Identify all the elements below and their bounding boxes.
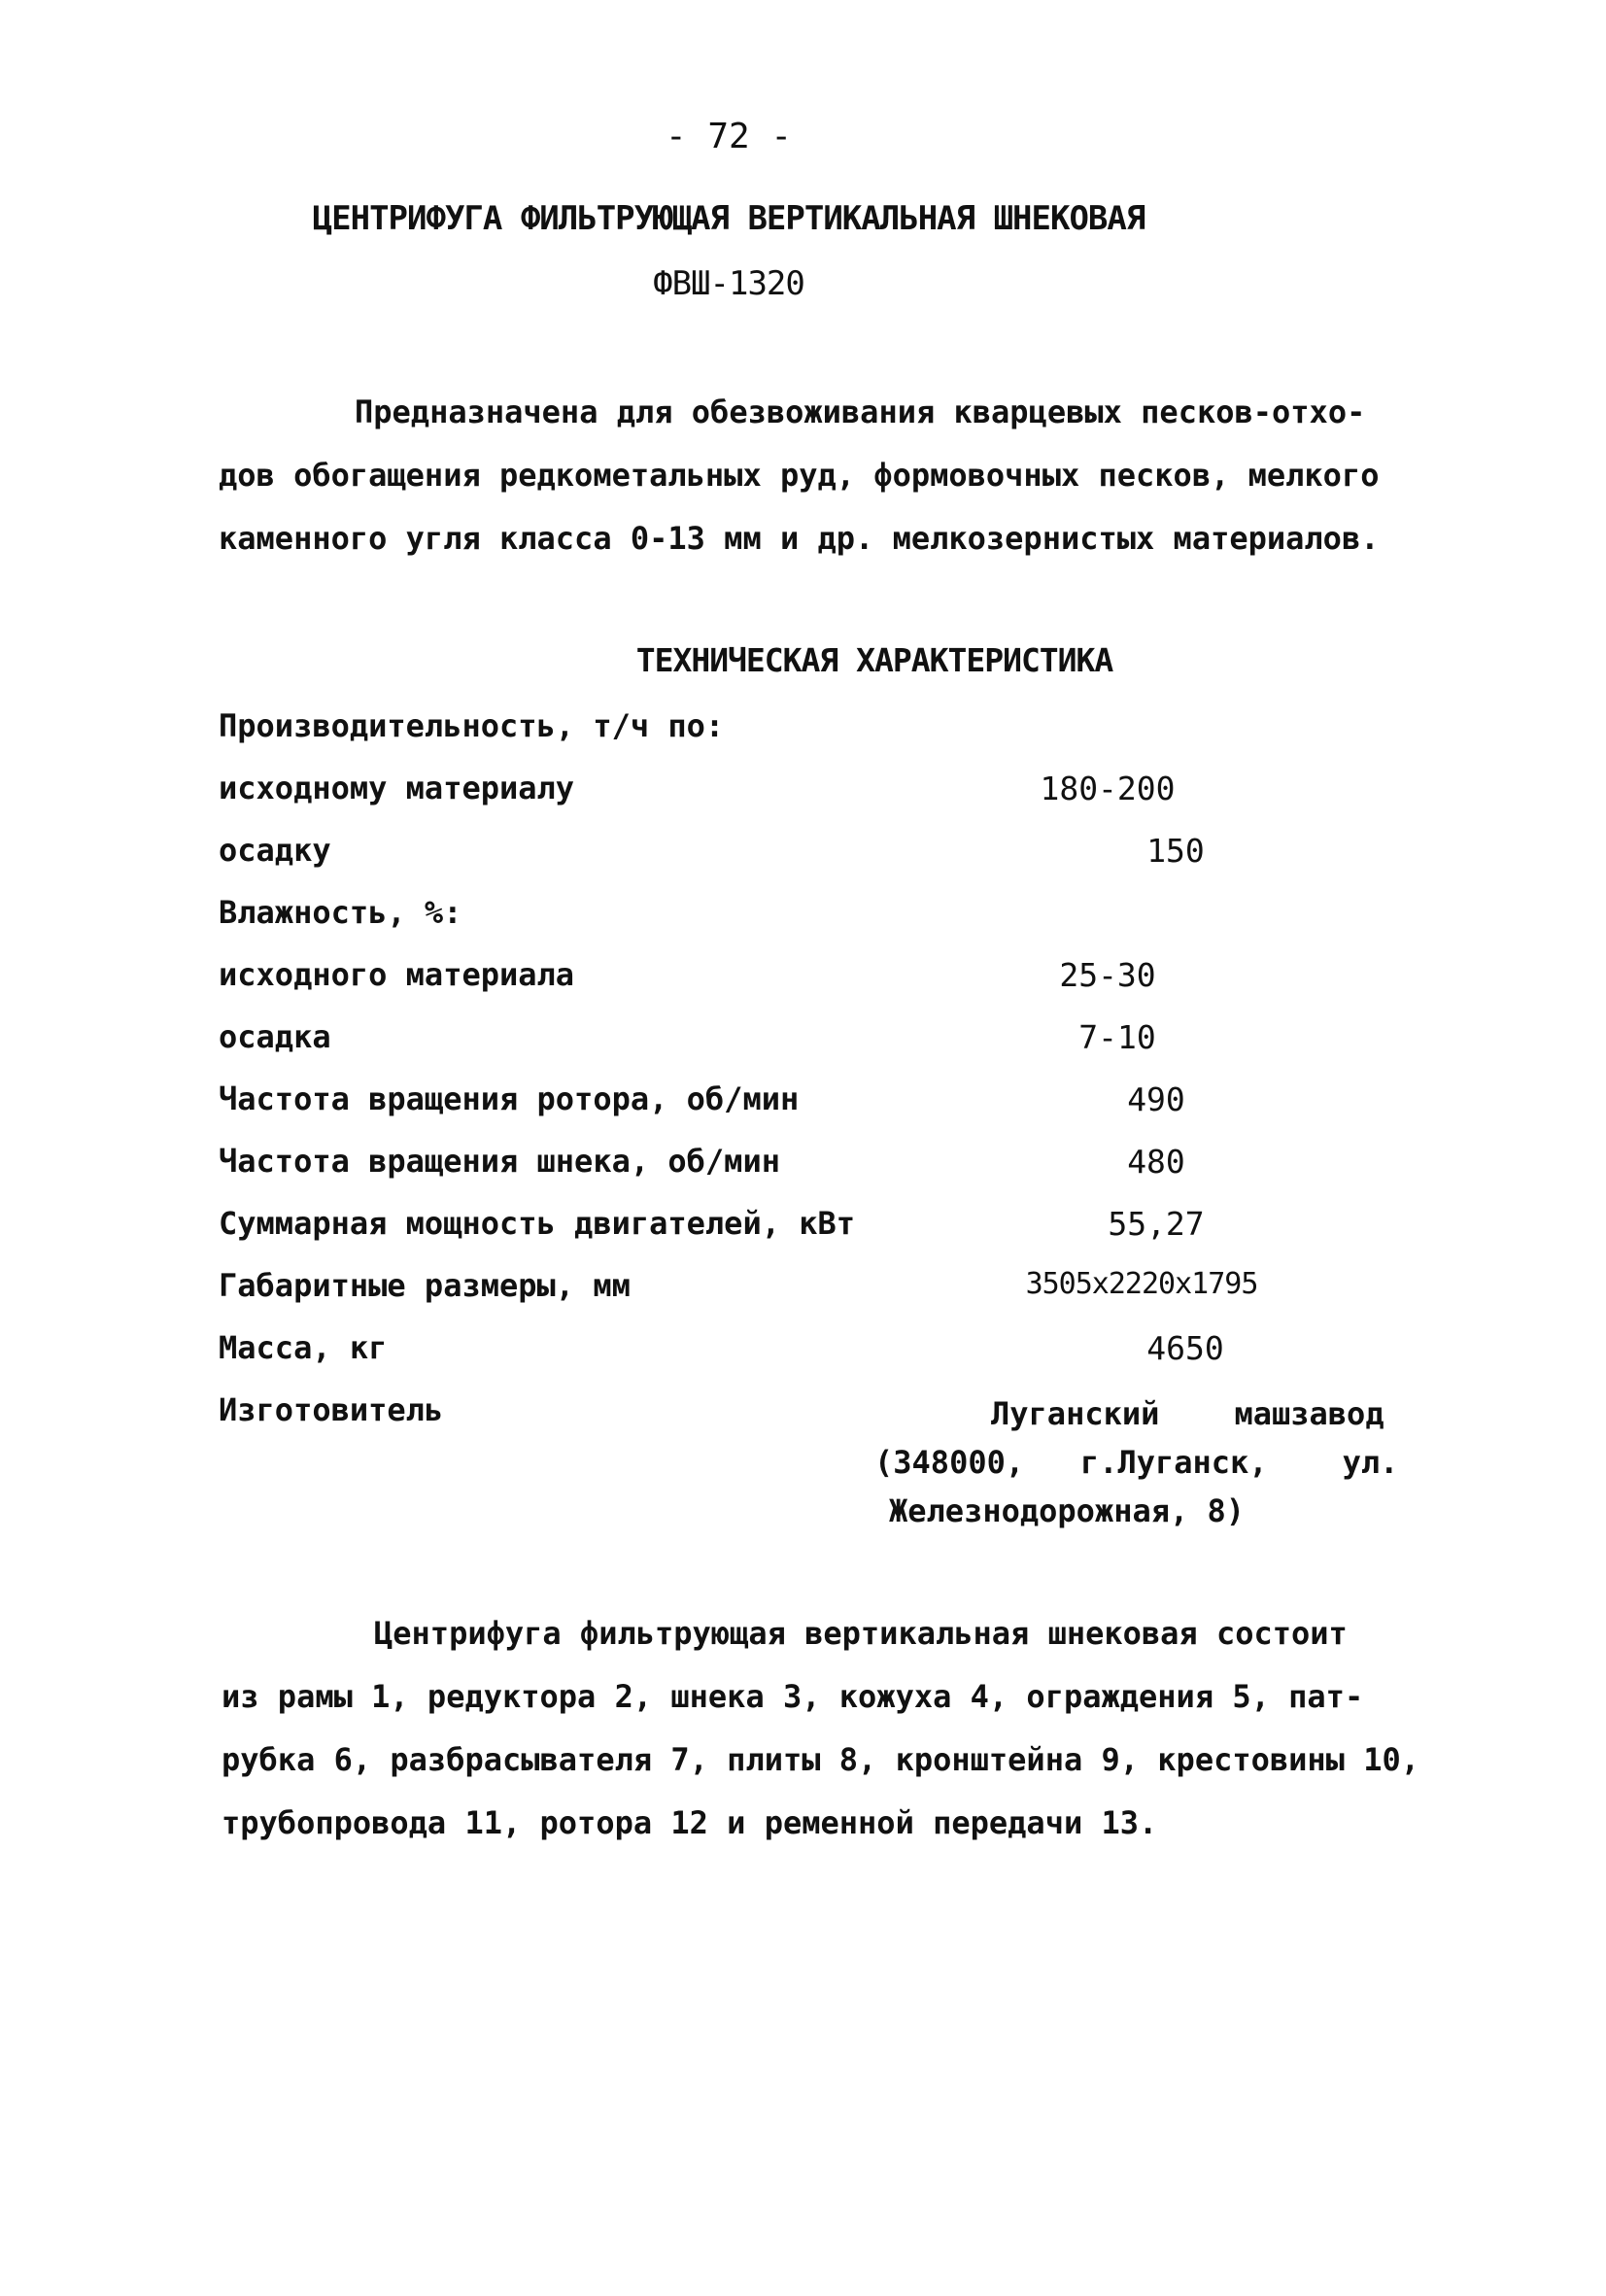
manufacturer-line: (348000, г.Луганск, ул.	[874, 1444, 1399, 1481]
spec-row	[0, 1205, 1606, 1253]
spec-label: Влажность, %:	[219, 894, 462, 931]
spec-row	[0, 832, 1606, 880]
spec-value: 4650	[1146, 1329, 1224, 1367]
intro-line: дов обогащения редкометальных руд, формовочных песков, мелкого	[219, 457, 1380, 494]
spec-value: 480	[1127, 1143, 1185, 1181]
description-line: трубопровода 11, ротора 12 и ременной передачи 13.	[222, 1804, 1158, 1841]
spec-value: 55,27	[1108, 1205, 1205, 1243]
manufacturer-line: Железнодорожная, 8)	[889, 1492, 1246, 1529]
spec-label: Габаритные размеры, мм	[219, 1267, 631, 1304]
spec-row	[0, 1080, 1606, 1129]
spec-row	[0, 770, 1606, 818]
spec-label: Масса, кг	[219, 1329, 388, 1366]
intro-line: Предназначена для обезвоживания кварцевых песков-отхо-	[355, 394, 1366, 430]
description-line: Центрифуга фильтрующая вертикальная шнековая состоит	[374, 1615, 1348, 1652]
spec-label: исходному материалу	[219, 770, 575, 806]
spec-value: 180-200	[1040, 770, 1176, 807]
spec-label: исходного материала	[219, 956, 575, 993]
spec-label: Частота вращения ротора, об/мин	[219, 1080, 800, 1117]
spec-row	[0, 1267, 1606, 1316]
spec-value: 7-10	[1078, 1018, 1156, 1056]
spec-value: 3505x2220x1795	[1025, 1267, 1258, 1301]
spec-label: осадка	[219, 1018, 331, 1055]
spec-label: Производительность, т/ч по:	[219, 707, 725, 744]
spec-row	[0, 1143, 1606, 1191]
spec-label: Суммарная мощность двигателей, кВт	[219, 1205, 856, 1242]
spec-label: Частота вращения шнека, об/мин	[219, 1143, 780, 1180]
document-title: ЦЕНТРИФУГА ФИЛЬТРУЮЩАЯ ВЕРТИКАЛЬНАЯ ШНЕКОВАЯ	[312, 199, 1145, 238]
intro-line: каменного угля класса 0-13 мм и др. мелкозернистых материалов.	[219, 520, 1380, 557]
spec-row	[0, 707, 1606, 756]
model-designation: ФВШ-1320	[653, 264, 804, 303]
spec-value: 150	[1146, 832, 1205, 870]
spec-label: осадку	[219, 832, 331, 869]
specs-heading: ТЕХНИЧЕСКАЯ ХАРАКТЕРИСТИКА	[635, 641, 1113, 679]
spec-row	[0, 956, 1606, 1005]
manufacturer-label: Изготовитель	[219, 1391, 444, 1428]
spec-value: 25-30	[1059, 956, 1156, 994]
spec-row	[0, 1329, 1606, 1378]
manufacturer-line: Луганский машзавод	[991, 1395, 1384, 1432]
description-line: рубка 6, разбрасывателя 7, плиты 8, кронштейна 9, крестовины 10,	[222, 1741, 1419, 1778]
spec-row	[0, 1018, 1606, 1067]
spec-row	[0, 894, 1606, 942]
page-number: - 72 -	[665, 117, 793, 156]
description-line: из рамы 1, редуктора 2, шнека 3, кожуха 4, ограждения 5, пат-	[222, 1678, 1364, 1715]
spec-value: 490	[1127, 1080, 1185, 1118]
